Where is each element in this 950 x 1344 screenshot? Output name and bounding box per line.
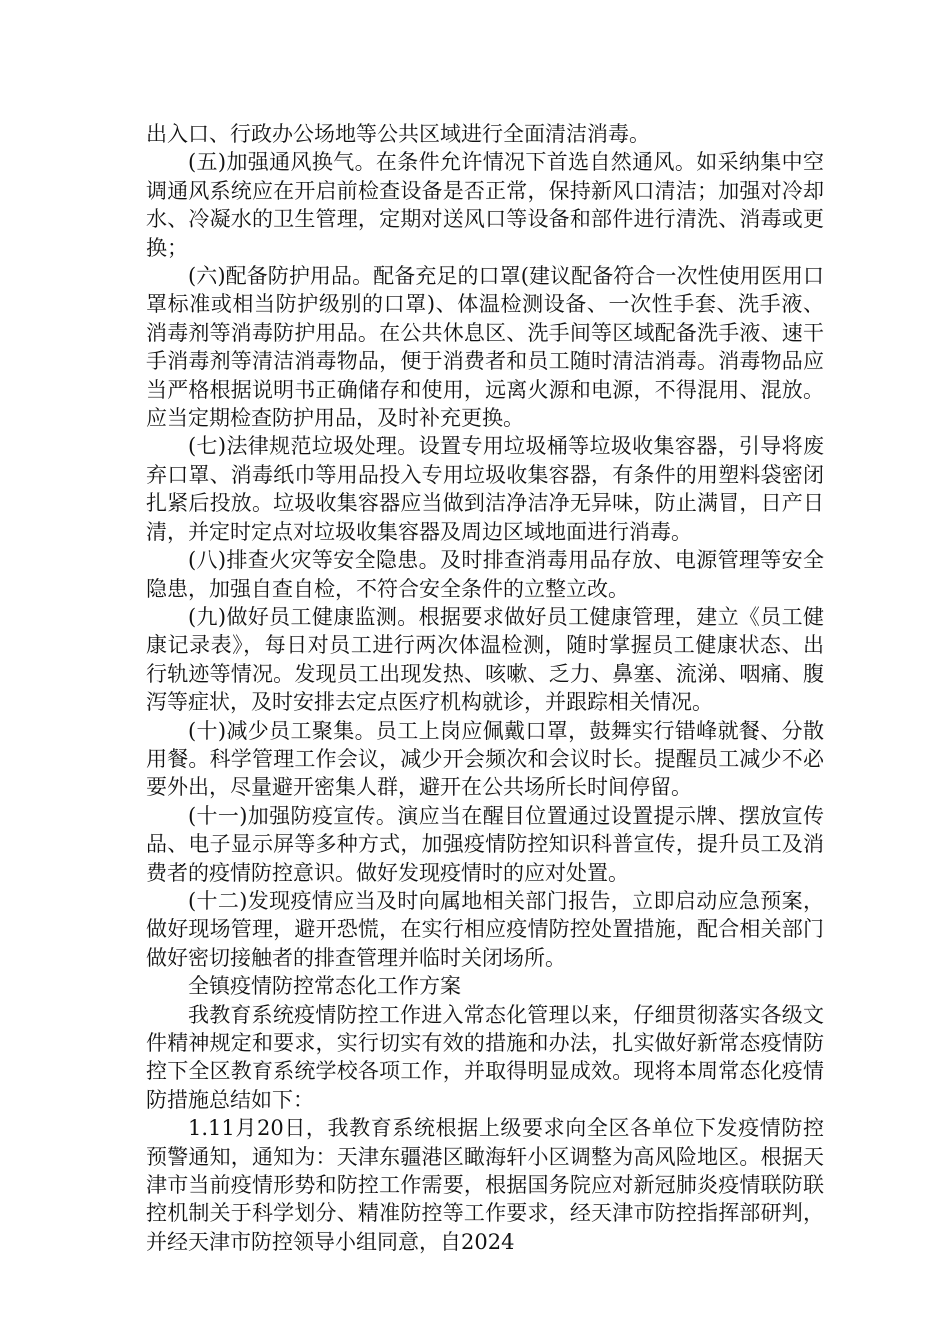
paragraph-reduce-gathering: (十)减少员工聚集。员工上岗应佩戴口罩，鼓舞实行错峰就餐、分散用餐。科学管理工作会议，减少开会频次和会议时长。提醒员工减少不必要外出，尽量避开密集人群，避开在公共场所长时间停留。 — [146, 718, 824, 800]
paragraph-health-monitoring: (九)做好员工健康监测。根据要求做好员工健康管理，建立《员工健康记录表》，每日对员工进行两次体温检测，随时掌握员工健康状态、出行轨迹等情况。发现员工出现发热、咳嗽、乏力、鼻塞、流涕、咽痛、腹泻等症状，及时安排去定点医疗机构就诊，并跟踪相关情况。 — [146, 604, 824, 715]
paragraph-ventilation: (五)加强通风换气。在条件允许情况下首选自然通风。如采纳集中空调通风系统应在开启前检查设备是否正常，保持新风口清洁；加强对冷却水、冷凝水的卫生管理，定期对送风口等设备和部件进行清洗、消毒或更换； — [146, 150, 824, 260]
paragraph-fire-safety: (八)排查火灾等安全隐患。及时排查消毒用品存放、电源管理等安全隐患，加强自查自检，不符合安全条件的立整立改。 — [146, 548, 824, 601]
section-heading: 全镇疫情防控常态化工作方案 — [188, 974, 461, 999]
paragraph-item-1: 1.11月20日，我教育系统根据上级要求向全区各单位下发疫情防控预警通知，通知为：天津东疆港区瞰海轩小区调整为高风险地区。根据天津市当前疫情形势和防控工作需要，根据国务院应对新冠肺炎疫情联防联控机制关于科学划分、精准防控等工作要求，经天津市防控指挥部研判，并经天津市防控领导小组同意，自2024 — [146, 1116, 824, 1254]
paragraph-continuation: 出入口、行政办公场地等公共区域进行全面清洁消毒。 — [146, 122, 650, 146]
paragraph-protective-supplies: (六)配备防护用品。配备充足的口罩(建议配备符合一次性使用医用口罩标准或相当防护级别的口罩)、体温检测设备、一次性手套、洗手液、消毒剂等消毒防护用品。在公共休息区、洗手间等区域配备洗手液、速干手消毒剂等清洁消毒物品，便于消费者和员工随时清洁消毒。消毒物品应当严格根据说明书正确储存和使用，远离火源和电源，不得混用、混放。应当定期检查防护用品，及时补充更换。 — [146, 264, 824, 431]
paragraph-publicity: (十一)加强防疫宣传。演应当在醒目位置通过设置提示牌、摆放宣传品、电子显示屏等多种方式，加强疫情防控知识科普宣传，提升员工及消费者的疫情防控意识。做好发现疫情时的应对处置。 — [146, 803, 824, 885]
paragraph-waste-disposal: (七)法律规范垃圾处理。设置专用垃圾桶等垃圾收集容器，引导将废弃口罩、消毒纸巾等用品投入专用垃圾收集容器，有条件的用塑料袋密闭扎紧后投放。垃圾收集容器应当做到洁净洁净无异味，防止满冒，日产日清，并定时定点对垃圾收集容器及周边区域地面进行消毒。 — [146, 434, 824, 544]
paragraph-reporting: (十二)发现疫情应当及时向属地相关部门报告，立即启动应急预案，做好现场管理，避开恐慌，在实行相应疫情防控处置措施，配合相关部门做好密切接触者的排查管理并临时关闭场所。 — [146, 888, 824, 970]
paragraph-intro: 我教育系统疫情防控工作进入常态化管理以来，仔细贯彻落实各级文件精神规定和要求，实行切实有效的措施和办法，扎实做好新常态疫情防控下全区教育系统学校各项工作，并取得明显成效。现将本周常态化疫情防措施总结如下： — [146, 1002, 824, 1112]
document-page — [146, 120, 824, 1256]
